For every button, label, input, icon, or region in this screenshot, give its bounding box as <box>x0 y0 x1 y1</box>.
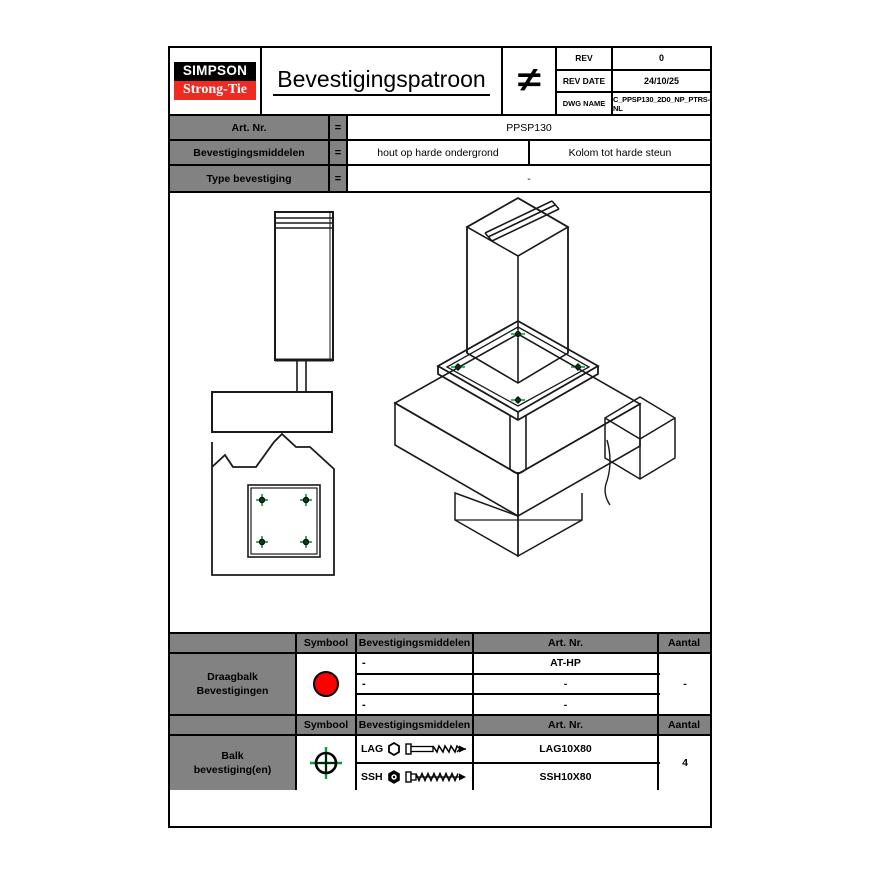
header-aantal-2: Aantal <box>667 719 701 731</box>
simpson-strong-tie-logo <box>170 48 262 114</box>
header-aantal-1: Aantal <box>667 637 701 649</box>
hex-washer-head-icon <box>387 770 401 784</box>
fastener-cell-ssh <box>357 764 474 790</box>
rev-date-value: 24/10/25 <box>643 76 680 86</box>
fastener-rows-balk <box>357 736 660 790</box>
table-row <box>357 695 660 714</box>
ssh-screw-icon <box>405 770 467 784</box>
fastener-table-draagbalk <box>170 634 710 716</box>
red-filled-circle-icon <box>313 671 339 697</box>
spec-row-art-nr <box>170 116 710 141</box>
plan-fastener-marks <box>256 494 312 548</box>
spec-row-type-bevestiging <box>170 166 710 191</box>
plan-view <box>212 434 334 575</box>
revision-block <box>557 48 710 114</box>
header-art-nr-2: Art. Nr. <box>474 716 659 734</box>
header-bevestigingsmiddelen-1: Bevestigingsmiddelen <box>357 634 474 652</box>
fastener-art-nr-ssh: SSH10X80 <box>474 764 659 790</box>
fastener-rows-draagbalk <box>357 654 660 714</box>
revision-row <box>557 48 710 71</box>
row-title-balk-line2: bevestiging(en) <box>193 764 272 776</box>
dwg-name-label: DWG NAME <box>557 93 613 114</box>
table-row <box>357 675 660 696</box>
drawing-area <box>170 193 710 634</box>
header-blank-2 <box>170 716 297 734</box>
fastener-table-header-balk <box>170 716 710 736</box>
logo-simpson-text: SIMPSON <box>174 62 256 81</box>
title-block <box>170 48 710 116</box>
table-row <box>357 654 660 675</box>
fastener-name-lag: LAG <box>361 743 384 755</box>
rev-value: 0 <box>658 53 664 64</box>
row-title-draagbalk-line2: Bevestigingen <box>196 685 269 697</box>
logo-strongtie-text: Strong-Tie <box>174 81 256 100</box>
isometric-view <box>395 198 675 556</box>
dwg-name-value: C_PPSP130_2D0_NP_PTRS-NL <box>613 94 710 113</box>
row-title-balk-line1: Balk <box>221 749 244 762</box>
lag-screw-icon <box>405 742 467 756</box>
rev-date-label: REV DATE <box>557 71 613 92</box>
spec-label-type-bevestiging: Type bevestiging <box>170 166 330 191</box>
fastener-name-2: - <box>357 675 474 694</box>
fastener-art-nr-lag: LAG10X80 <box>474 736 659 762</box>
quantity-draagbalk: - <box>683 678 687 690</box>
fastener-table-body-balk <box>170 736 710 790</box>
symbol-cell-draagbalk <box>297 654 357 714</box>
spec-value-substrate: hout op harde ondergrond <box>348 141 530 164</box>
fastener-cell-lag <box>357 736 474 762</box>
fastener-art-nr-3: - <box>474 695 659 714</box>
fastener-name-3: - <box>357 695 474 714</box>
technical-drawing-svg <box>170 193 709 630</box>
fastener-art-nr-2: - <box>474 675 659 694</box>
fastener-name-1: - <box>357 654 474 673</box>
symbol-cell-balk <box>297 736 357 790</box>
row-title-draagbalk <box>170 654 297 714</box>
header-symbool-1: Symbool <box>297 634 357 652</box>
spec-equals-bevestigingsmiddelen: = <box>330 141 348 164</box>
table-row <box>357 764 660 790</box>
not-equal-icon: ≠ <box>517 61 541 100</box>
projection-symbol-cell <box>503 48 557 114</box>
dwg-name-row <box>557 93 710 114</box>
fastener-table-header-draagbalk <box>170 634 710 654</box>
spec-equals-art-nr: = <box>330 116 348 139</box>
spec-label-art-nr: Art. Nr. <box>170 116 330 139</box>
row-title-draagbalk-line1: Draagbalk <box>207 670 258 683</box>
rev-label: REV <box>557 48 613 69</box>
spec-value-art-nr: PPSP130 <box>506 121 552 134</box>
spec-value-type-bevestiging: - <box>527 172 531 185</box>
spec-label-bevestigingsmiddelen: Bevestigingsmiddelen <box>170 141 330 164</box>
fastener-table-body-draagbalk <box>170 654 710 714</box>
header-blank-1 <box>170 634 297 652</box>
spec-value-connection: Kolom tot harde steun <box>568 146 672 159</box>
page-title: Bevestigingspatroon <box>273 66 489 95</box>
fastener-table-balk <box>170 716 710 790</box>
hex-head-outline-icon <box>387 742 401 756</box>
table-row <box>357 736 660 764</box>
header-art-nr-1: Art. Nr. <box>474 634 659 652</box>
header-bevestigingsmiddelen-2: Bevestigingsmiddelen <box>357 716 474 734</box>
drawing-sheet <box>168 46 712 828</box>
fastener-art-nr-1: AT-HP <box>474 654 659 673</box>
quantity-balk: 4 <box>682 757 688 769</box>
fastener-name-ssh: SSH <box>361 771 383 783</box>
spec-row-bevestigingsmiddelen <box>170 141 710 166</box>
spec-equals-type-bevestiging: = <box>330 166 348 191</box>
specification-table <box>170 116 710 193</box>
sheet-title-cell <box>262 48 503 114</box>
front-elevation-view <box>212 212 333 432</box>
row-title-balk <box>170 736 297 790</box>
revision-date-row <box>557 71 710 94</box>
header-symbool-2: Symbool <box>297 716 357 734</box>
green-crosshair-circle-icon <box>309 746 343 780</box>
